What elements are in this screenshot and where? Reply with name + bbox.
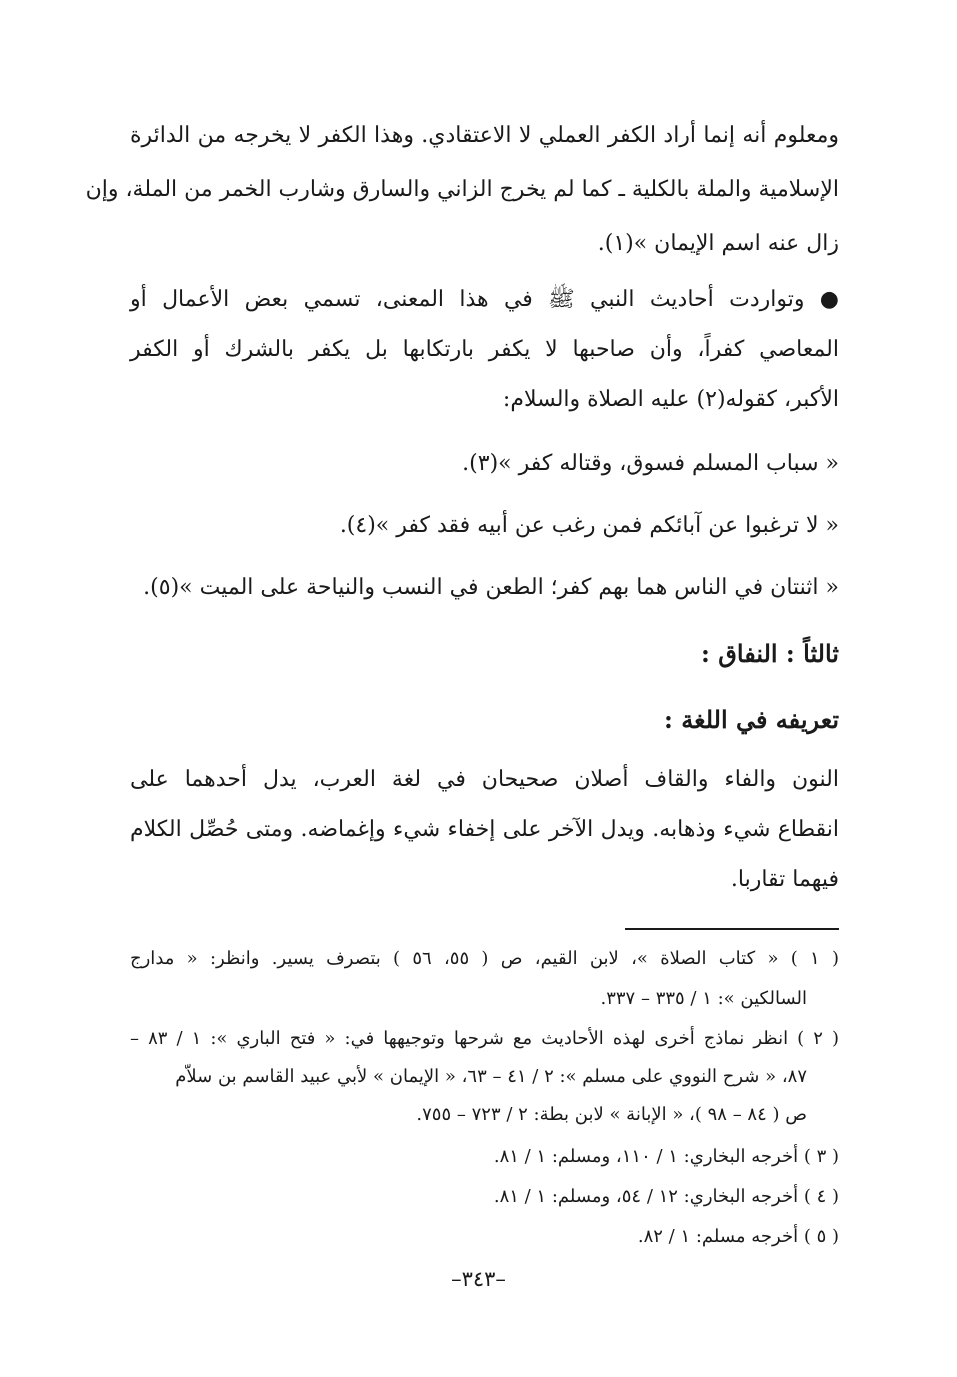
- body-line: الإسلامية والملة بالكلية ـ كما لم يخرج الزاني والسارق وشارب الخمر من الملة، وإن: [85, 177, 839, 202]
- section-heading: ثالثاً : النفاق :: [701, 639, 839, 668]
- body-line: زال عنه اسم الإيمان »(١).: [597, 231, 839, 256]
- body-line: الأكبر، كقوله(٢) عليه الصلاة والسلام:: [502, 387, 839, 412]
- footnote-line: ( ٤ ) أخرجه البخاري: ١٢ / ٥٤، ومسلم: ١ / ٨١.: [493, 1186, 839, 1207]
- body-line: المعاصي كفراً، وأن صاحبها لا يكفر بارتكابها بل يكفر بالشرك أو الكفر: [130, 337, 839, 362]
- hadith-quote: « اثنتان في الناس هما بهم كفر؛ الطعن في النسب والنياحة على الميت »(٥).: [143, 575, 839, 600]
- body-line: ومعلوم أنه إنما أراد الكفر العملي لا الاعتقادي. وهذا الكفر لا يخرجه من الدائرة: [130, 123, 839, 148]
- footnote-line: ( ٣ ) أخرجه البخاري: ١ / ١١٠، ومسلم: ١ / ٨١.: [493, 1146, 839, 1167]
- footnote-divider: [625, 928, 839, 930]
- body-line: النون والفاء والقاف أصلان صحيحان في لغة العرب، يدل أحدهما على: [130, 767, 839, 792]
- footnote-line: ٨٧، « شرح النووي على مسلم »: ٢ / ٤١ – ٦٣، « الإيمان » لأبي عبيد القاسم بن سلاّم: [175, 1066, 807, 1087]
- subsection-heading: تعريفه في اللغة :: [664, 705, 839, 734]
- footnote-line: ( ٢ ) انظر نماذج أخرى لهذه الأحاديث مع شرحها وتوجيهها في: « فتح الباري »: ١ / ٨٣ –: [130, 1028, 839, 1049]
- hadith-quote: « لا ترغبوا عن آبائكم فمن رغب عن أبيه فقد كفر »(٤).: [339, 513, 839, 538]
- body-line: انقطاع شيء وذهابه. ويدل الآخر على إخفاء شيء وإغماضه. ومتى حُصِّل الكلام: [130, 817, 839, 842]
- page-number: –٣٤٣–: [451, 1267, 506, 1291]
- footnote-line: السالكين »: ١ / ٣٣٥ – ٣٣٧.: [600, 988, 807, 1009]
- hadith-quote: « سباب المسلم فسوق، وقتاله كفر »(٣).: [462, 451, 839, 476]
- footnote-line: ( ٥ ) أخرجه مسلم: ١ / ٨٢.: [637, 1226, 839, 1247]
- footnote-line: ( ١ ) « كتاب الصلاة »، لابن القيم، ص ( ٥٥، ٥٦ ) بتصرف يسير. وانظر: « مدارج: [130, 948, 840, 969]
- footnote-line: ص ( ٨٤ – ٩٨ )، « الإبانة » لابن بطة: ٢ / ٧٢٣ – ٧٥٥.: [416, 1104, 807, 1125]
- body-line: فيهما تقاربا.: [730, 867, 839, 892]
- body-line: ● وتواردت أحاديث النبي ﷺ في هذا المعنى، تسمي بعض الأعمال أو: [130, 287, 839, 312]
